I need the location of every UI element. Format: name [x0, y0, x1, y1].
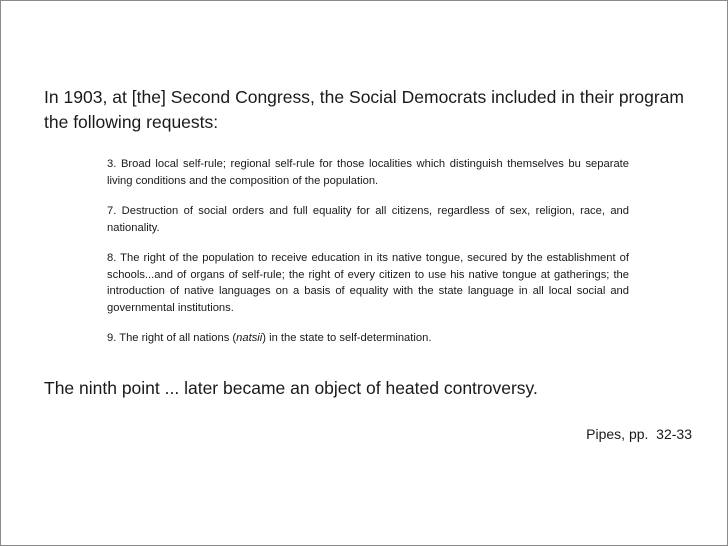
program-point-7: 7. Destruction of social orders and full equality for all citizens, regardless of sex, religion, race, and nationality.	[107, 205, 629, 234]
point-9-italic-term: natsii	[236, 332, 263, 344]
point-9-text-after: ) in the state to self-determination.	[262, 332, 432, 344]
point-9-text-before: 9. The right of all nations (	[107, 332, 237, 344]
intro-paragraph: In 1903, at [the] Second Congress, the Social Democrats included in their program the following requests:	[44, 87, 684, 132]
program-point-9	[107, 330, 629, 347]
conclusion-text: The ninth point ... later became an object of heated controversy.	[44, 378, 538, 398]
citation: Pipes, pp. 32-33	[586, 426, 692, 442]
program-point-3: 3. Broad local self-rule; regional self-rule for those localities which distinguish themselves bu separate living conditions and the composition of the population.	[107, 158, 629, 187]
program-points-list	[107, 156, 629, 347]
program-point-8: 8. The right of the population to receive education in its native tongue, secured by the establishment of schools...and of organs of self-rule; the right of every citizen to use his native tongue at gatherings; the introduction of native languages on a basis of equality with the state language in all local social and governmental institutions.	[107, 252, 629, 314]
